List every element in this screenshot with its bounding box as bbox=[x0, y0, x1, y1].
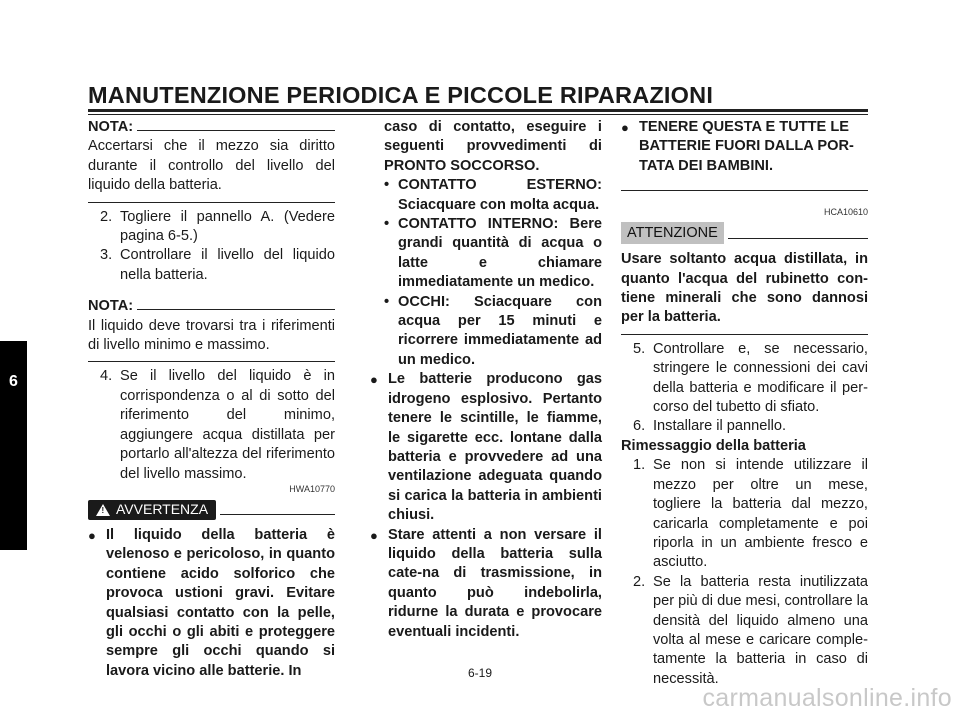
first-aid-text: Bere grandi quantità di acqua o latte e chiamare immediatamente un medico. bbox=[398, 216, 602, 291]
bullet-small-dot-icon: • bbox=[384, 216, 390, 233]
warning-label: AVVERTENZA bbox=[116, 501, 209, 518]
bullet-small-dot-icon: • bbox=[384, 177, 390, 194]
step-item bbox=[88, 246, 335, 285]
caution-end-rule bbox=[621, 334, 868, 335]
warning-bullet bbox=[88, 526, 335, 681]
step-number: 3. bbox=[100, 247, 113, 264]
caution-badge: ATTENZIONE bbox=[621, 222, 724, 244]
first-aid-label: CONTATTO ESTERNO: bbox=[398, 177, 602, 194]
first-aid-text: Sciacquare con acqua per 15 minuti e ricorrere immediatamente ad un medico. bbox=[398, 293, 602, 368]
step-number: 5. bbox=[633, 340, 646, 357]
step-item bbox=[621, 417, 868, 436]
bullet-text: TENERE QUESTA E TUTTE LE BATTERIE FUORI DALLA POR-TATA DEI BAMBINI. bbox=[639, 119, 854, 174]
step-number: 1. bbox=[633, 457, 646, 474]
page-number: 6-19 bbox=[467, 666, 493, 680]
warning-code: HWA10770 bbox=[289, 483, 335, 494]
caution-text: Usare soltanto acqua distillata, in quanto l'acqua del rubinetto con-tiene minerali che sono dannosi per la batteria. bbox=[621, 251, 868, 326]
note-end-rule bbox=[88, 202, 335, 203]
warning-heading bbox=[88, 500, 335, 520]
step-text: Se la batteria resta inutilizzata per più di due mesi, controllare la densità del liquido almeno una volta al mese e caricare comple-tamente la batteria in caso di necessità. bbox=[653, 573, 868, 687]
header-rule bbox=[88, 109, 868, 112]
warning-triangle-icon: ! bbox=[96, 504, 110, 516]
note-text: Accertarsi che il mezzo sia diritto durante il controllo del livello del liquido della batteria. bbox=[88, 138, 335, 194]
step-number: 2. bbox=[100, 208, 113, 225]
bullet-text: Le batterie producono gas idrogeno esplosivo. Pertanto tenere le scintille, le fiamme, le sigarette ecc. lontane dalla batteria e provvedere ad una ventilazione adeguata quando si carica la batteria in ambienti chiusi. bbox=[388, 371, 602, 524]
step-item bbox=[621, 456, 868, 572]
warning-bullet bbox=[370, 370, 602, 525]
step-text: Se il livello del liquido è in corrispondenza o al di sotto del riferimento del minimo, aggiungere acqua distillata per portarlo all'altezza del riferimento del livello massimo. bbox=[120, 368, 335, 482]
first-aid-item bbox=[370, 215, 602, 293]
bullet-dot-icon: ● bbox=[621, 120, 629, 135]
bullet-dot-icon: ● bbox=[370, 527, 378, 543]
step-number: 2. bbox=[633, 573, 646, 590]
warning-bullet bbox=[370, 526, 602, 642]
watermark: carmanualsonline.info bbox=[702, 684, 952, 712]
warning-continuation: caso di contatto, eseguire i seguenti provvedimenti di PRONTO SOCCORSO. bbox=[384, 119, 602, 174]
bullet-text: Il liquido della batteria è velenoso e pericoloso, in quanto contiene acido solforico che provoca ustioni gravi. Evitare qualsiasi contatto con la pelle, gli occhi o gli abiti e proteggere sempre gli occhi quando si lavora vicino alle batterie. In bbox=[106, 526, 335, 679]
first-aid-item bbox=[370, 176, 602, 215]
bullet-small-dot-icon: • bbox=[384, 293, 390, 310]
step-text: Se non si intende utilizzare il mezzo per oltre un mese, togliere la batteria dal mezzo, caricarla completamente e poi riporla in un ambiente fresco e asciutto. bbox=[653, 457, 868, 571]
bullet-dot-icon: ● bbox=[88, 527, 96, 543]
warning-badge bbox=[88, 500, 216, 520]
note-heading bbox=[88, 297, 335, 316]
note-heading bbox=[88, 118, 335, 137]
step-text: Togliere il pannello A. (Vedere pagina 6-5.) bbox=[120, 208, 335, 245]
first-aid-label: OCCHI: bbox=[398, 293, 450, 310]
column-1 bbox=[88, 118, 335, 681]
first-aid-text: Sciacquare con molta acqua. bbox=[398, 196, 600, 213]
first-aid-label: CONTATTO INTERNO: bbox=[398, 216, 559, 233]
chapter-number: 6 bbox=[9, 373, 18, 390]
section-title: Rimessaggio della batteria bbox=[621, 437, 806, 454]
note-label: NOTA: bbox=[88, 119, 134, 135]
page-header-title: MANUTENZIONE PERIODICA E PICCOLE RIPARAZIONI bbox=[88, 82, 714, 108]
note-label: NOTA: bbox=[88, 298, 134, 315]
note-end-rule bbox=[88, 361, 335, 362]
warning-bullet bbox=[621, 118, 868, 176]
bullet-dot-icon: ● bbox=[370, 372, 378, 388]
column-3 bbox=[621, 118, 868, 689]
header-rule-thin bbox=[88, 114, 868, 115]
bullet-text: Stare attenti a non versare il liquido della batteria sulla cate-na di trasmissione, in quanto può indebolirla, ridurne la durata e provocare eventuali incidenti. bbox=[388, 526, 602, 640]
column-2 bbox=[370, 118, 602, 642]
step-item bbox=[621, 340, 868, 418]
step-text: Installare il pannello. bbox=[653, 418, 787, 435]
step-text: Controllare il livello del liquido nella batteria. bbox=[120, 247, 335, 283]
step-number: 6. bbox=[633, 418, 646, 435]
step-item bbox=[88, 367, 335, 483]
caution-heading bbox=[621, 222, 868, 244]
caution-code: HCA10610 bbox=[823, 207, 868, 218]
step-number: 4. bbox=[100, 368, 113, 385]
note-text: Il liquido deve trovarsi tra i riferimenti di livello minimo e massimo. bbox=[88, 317, 335, 354]
step-text: Controllare e, se necessario, stringere le connessioni dei cavi della batteria e modificare il per-corso del tubetto di sfiato. bbox=[653, 340, 868, 416]
first-aid-item bbox=[370, 293, 602, 371]
step-item bbox=[88, 208, 335, 247]
